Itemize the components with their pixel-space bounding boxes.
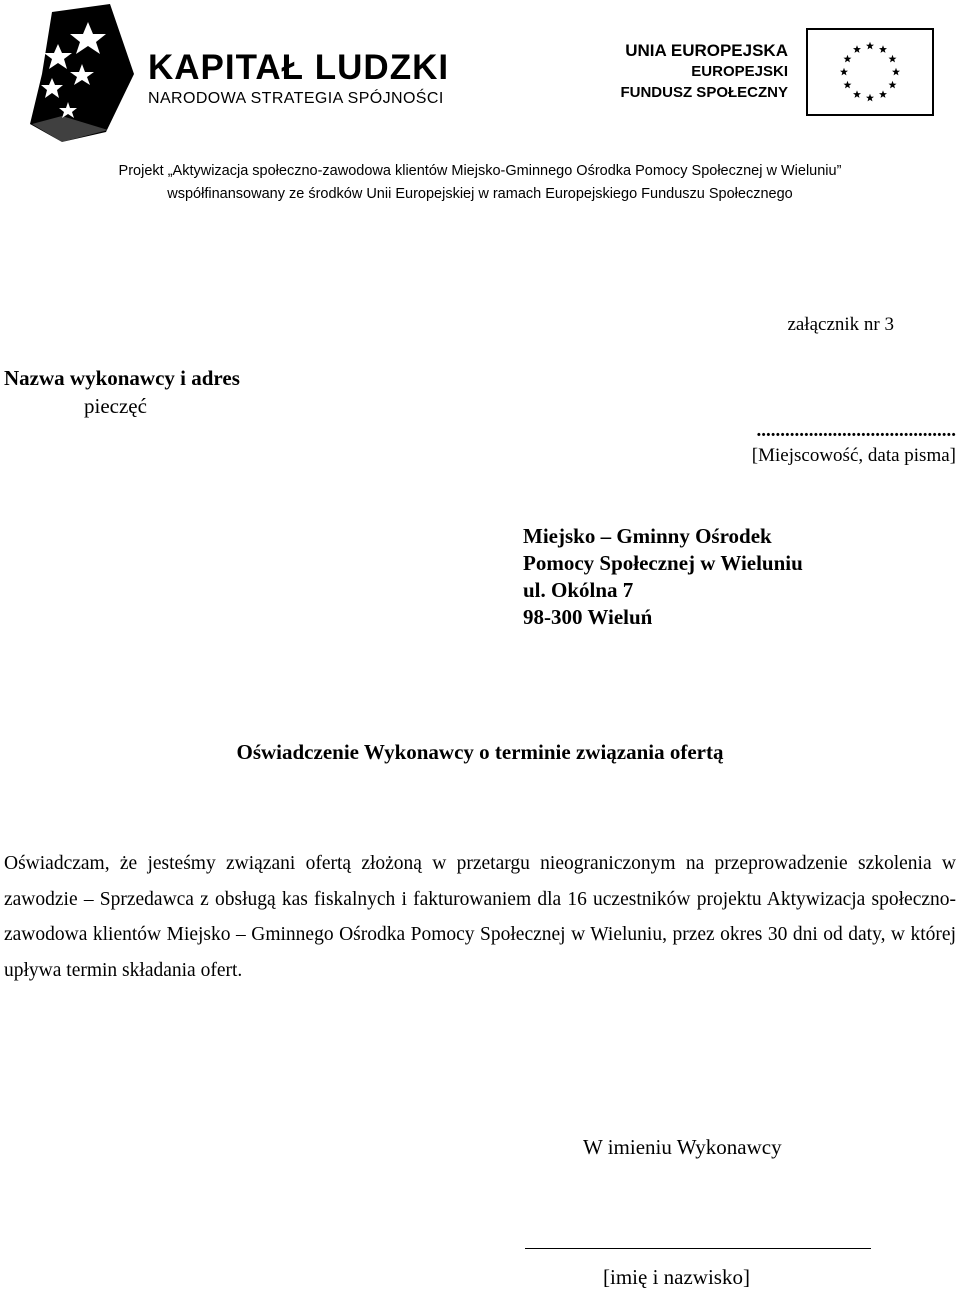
statement-body: Oświadczam, że jesteśmy związani ofertą złożoną w przetargu nieograniczonym na przeprowadzenie szkolenia w zawodzie – Sprzedawca z obsługą kas fiskalnych i fakturowaniem dla 16 uczestników projektu Aktywizacja społeczno-zawodowa klientów Miejsko – Gminnego Ośrodka Pomocy Społecznej w Wieluniu, przez okres 30 dni od daty, w której upływa termin składania ofert.	[4, 853, 956, 982]
addressee-line-3: ul. Okólna 7	[523, 578, 634, 602]
eu-star-icon	[889, 81, 897, 89]
kapital-ludzki-title: KAPITAŁ LUDZKI	[148, 48, 450, 87]
eu-star-icon	[866, 42, 874, 50]
eu-line-3: FUNDUSZ SPOŁECZNY	[620, 84, 788, 101]
project-info	[0, 160, 960, 206]
eu-star-icon	[879, 90, 887, 98]
project-line-1: Projekt „Aktywizacja społeczno-zawodowa klientów Miejsko-Gminnego Ośrodka Pomocy Społecznej w Wieluniu”	[118, 163, 842, 179]
name-label: [imię i nazwisko]	[603, 1265, 750, 1289]
signature-line	[525, 1248, 871, 1249]
stamp-label: pieczęć	[84, 394, 147, 418]
eu-star-icon	[853, 90, 861, 98]
addressee-line-4: 98-300 Wieluń	[523, 605, 653, 629]
eu-star-icon	[879, 45, 887, 53]
eu-star-icon	[889, 55, 897, 63]
eu-logo-text	[600, 40, 788, 103]
addressee-block	[523, 523, 803, 631]
eu-line-1: UNIA EUROPEJSKA	[625, 41, 788, 60]
contractor-label: Nazwa wykonawcy i adres	[4, 366, 240, 390]
eu-line-2: EUROPEJSKI	[691, 63, 788, 80]
addressee-line-1: Miejsko – Gminny Ośrodek	[523, 524, 772, 548]
eu-star-icon	[843, 55, 851, 63]
eu-star-icon	[853, 45, 861, 53]
addressee-line-2: Pomocy Społecznej w Wieluniu	[523, 551, 803, 575]
eu-star-icon	[840, 68, 848, 76]
place-date-label: [Miejscowość, data pisma]	[751, 445, 956, 466]
attachment-number: załącznik nr 3	[787, 314, 894, 335]
place-date-dots: ..........................................	[756, 420, 956, 441]
document-title: Oświadczenie Wykonawcy o terminie związania ofertą	[236, 740, 724, 764]
eu-star-icon	[892, 68, 900, 76]
eu-flag-icon	[806, 28, 934, 116]
eu-star-icon	[843, 81, 851, 89]
kapital-ludzki-subtitle: NARODOWA STRATEGIA SPÓJNOŚCI	[148, 90, 444, 107]
on-behalf-label: W imieniu Wykonawcy	[583, 1135, 782, 1159]
eu-star-icon	[866, 94, 874, 102]
project-line-2: współfinansowany ze środków Unii Europejskiej w ramach Europejskiego Funduszu Społecznego	[167, 186, 793, 202]
